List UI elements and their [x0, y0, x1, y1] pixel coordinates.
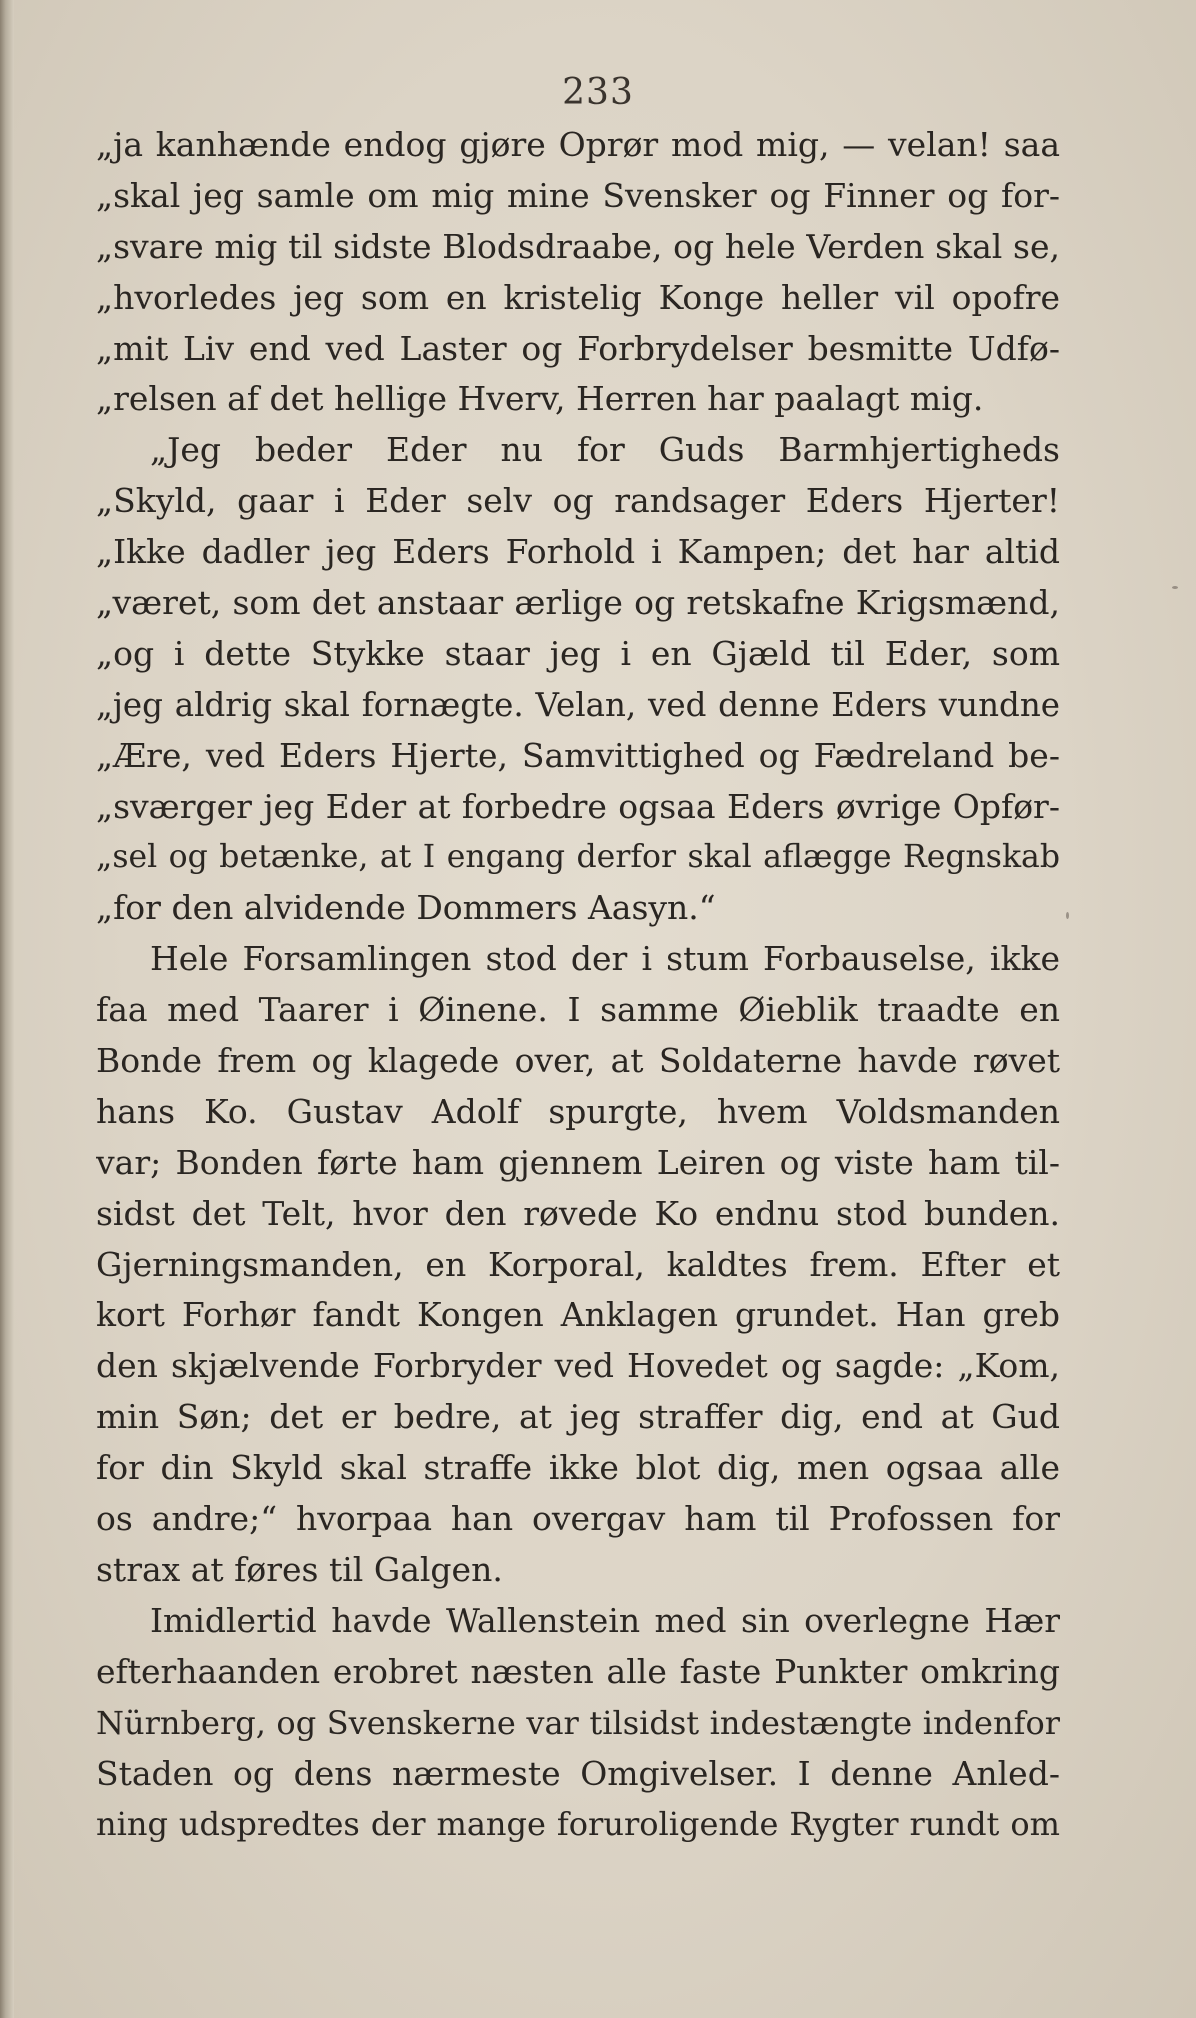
text-line: strax at føres til Galgen. — [96, 1549, 503, 1589]
page-number: 233 — [562, 72, 634, 113]
text-line: „for den alvidende Dommers Aasyn.“ — [96, 888, 716, 928]
text-line: kort Forhør fandt Kongen Anklagen grundet. Han greb — [96, 1295, 1060, 1335]
text-line: efterhaanden erobret næsten alle faste Punkter omkring — [96, 1651, 1060, 1691]
text-line: „skal jeg samle om mig mine Svensker og Finner og for- — [96, 175, 1060, 215]
text-line: „relsen af det hellige Hverv, Herren har paalagt mig. — [96, 379, 984, 419]
text-line: hans Ko. Gustav Adolf spurgte, hvem Voldsmanden — [96, 1091, 1060, 1131]
page-spine-shadow — [0, 0, 14, 2018]
text-line: „Ikke dadler jeg Eders Forhold i Kampen; det har altid — [96, 532, 1060, 572]
text-line: „og i dette Stykke staar jeg i en Gjæld til Eder, som — [96, 633, 1060, 673]
ink-speck — [1066, 912, 1069, 919]
text-line: „Ære, ved Eders Hjerte, Samvittighed og Fædreland be- — [96, 735, 1060, 775]
ink-speck — [1172, 586, 1178, 589]
text-line: sidst det Telt, hvor den røvede Ko endnu stod bunden. — [96, 1193, 1060, 1233]
text-line: Nürnberg, og Svenskerne var tilsidst indestængte indenfor — [96, 1703, 1060, 1742]
text-line: „Skyld, gaar i Eder selv og randsager Eders Hjerter! — [96, 481, 1060, 521]
text-line: „svare mig til sidste Blodsdraabe, og hele Verden skal se, — [96, 226, 1060, 266]
text-line: Gjerningsmanden, en Korporal, kaldtes frem. Efter et — [96, 1244, 1060, 1284]
text-line: „sel og betænke, at I engang derfor skal aflægge Regnskab — [96, 839, 1060, 876]
text-line: os andre;“ hvorpaa han overgav ham til Profossen for — [96, 1499, 1060, 1539]
text-line: „Jeg beder Eder nu for Guds Barmhjertigheds — [150, 430, 1060, 470]
text-line: Hele Forsamlingen stod der i stum Forbauselse, ikke — [150, 939, 1060, 979]
text-line: „været, som det anstaar ærlige og retskafne Krigsmænd, — [96, 583, 1060, 623]
text-line: „sværger jeg Eder at forbedre ogsaa Eders øvrige Opfør- — [96, 786, 1060, 826]
text-line: Staden og dens nærmeste Omgivelser. I denne Anled- — [96, 1753, 1060, 1793]
text-line: var; Bonden førte ham gjennem Leiren og viste ham til- — [96, 1142, 1060, 1182]
text-line: ning udspredtes der mange foruroligende Rygter rundt om — [96, 1805, 1060, 1844]
text-line: „jeg aldrig skal fornægte. Velan, ved denne Eders vundne — [96, 685, 1060, 724]
text-line: „mit Liv end ved Laster og Forbrydelser besmitte Udfø- — [96, 328, 1060, 368]
text-line: den skjælvende Forbryder ved Hovedet og sagde: „Kom, — [96, 1346, 1060, 1386]
text-line: for din Skyld skal straffe ikke blot dig, men ogsaa alle — [96, 1448, 1060, 1488]
text-line: Bonde frem og klagede over, at Soldaterne havde røvet — [96, 1041, 1060, 1081]
text-line: „ja kanhænde endog gjøre Oprør mod mig, — velan! saa — [96, 125, 1060, 164]
text-line: min Søn; det er bedre, at jeg straffer dig, end at Gud — [96, 1397, 1060, 1437]
text-line: faa med Taarer i Øinene. I samme Øieblik traadte en — [96, 990, 1060, 1030]
body-text — [96, 120, 1060, 1850]
text-line: „hvorledes jeg som en kristelig Konge heller vil opofre — [96, 277, 1060, 317]
text-line: Imidlertid havde Wallenstein med sin overlegne Hær — [150, 1600, 1060, 1640]
